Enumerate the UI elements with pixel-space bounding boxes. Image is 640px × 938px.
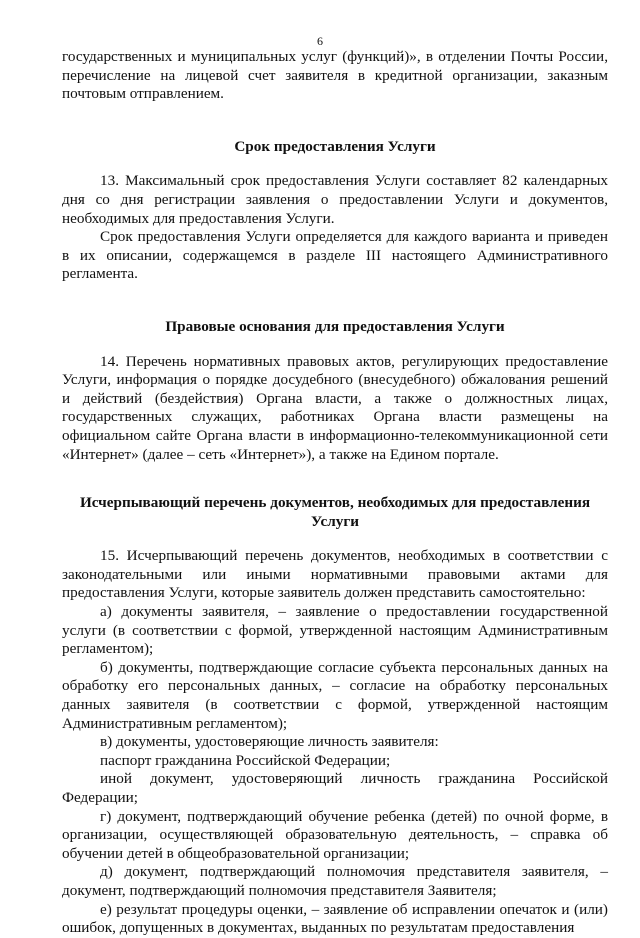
list-item-a: а) документы заявителя, – заявление о предоставлении государственной услуги (в соответствии с формой, утвержденной настоящим Административным регламентом); bbox=[62, 603, 608, 658]
list-item-d: д) документ, подтверждающий полномочия представителя заявителя, – документ, подтверждающий полномочия представителя Заявителя; bbox=[62, 863, 608, 899]
list-item-e: е) результат процедуры оценки, – заявление об исправлении опечаток и (или) ошибок, допущенных в документах, выданных по результатам предоставления bbox=[62, 900, 608, 937]
page-number: 6 bbox=[317, 34, 323, 48]
section-heading-documents: Исчерпывающий перечень документов, необходимых для предоставления Услуги bbox=[79, 494, 591, 530]
section-heading-legal-basis: Правовые основания для предоставления Услуги bbox=[165, 317, 505, 335]
paragraph-15: 15. Исчерпывающий перечень документов, необходимых в соответствии с законодательными или иными нормативными правовыми актами для предоставления Услуги, которые заявитель должен представить самостоятельно: bbox=[62, 547, 608, 602]
list-item-v-passport: паспорт гражданина Российской Федерации; bbox=[100, 751, 391, 769]
paragraph-13-term-variants: Срок предоставления Услуги определяется для каждого варианта и приведен в их описании, содержащемся в разделе III настоящего Административного регламента. bbox=[62, 228, 608, 283]
paragraph-continuation: государственных и муниципальных услуг (функций)», в отделении Почты России, перечисление на лицевой счет заявителя в кредитной организации, заказным почтовым отправлением. bbox=[62, 48, 608, 103]
paragraph-13: 13. Максимальный срок предоставления Услуги составляет 82 календарных дня со дня регистрации заявления о предоставлении Услуги и документов, необходимых для предоставления Услуги. bbox=[62, 172, 608, 227]
paragraph-14: 14. Перечень нормативных правовых актов, регулирующих предоставление Услуги, информация о порядке досудебного (внесудебного) обжалования решений и действий (бездействия) Органа власти, а также о должностных лицах, государственных служащих, работниках Органа власти размещены на официальном сайте Органа власти в информационно-телекоммуникационной сети «Интернет» (далее – сеть «Интернет»), а также на Едином портале. bbox=[62, 352, 608, 463]
list-item-g: г) документ, подтверждающий обучение ребенка (детей) по очной форме, в организации, осуществляющей образовательную деятельность, – справка об обучении детей в общеобразовательной организации; bbox=[62, 807, 608, 862]
list-item-v-other-id: иной документ, удостоверяющий личность гражданина Российской Федерации; bbox=[62, 770, 608, 806]
section-heading-term: Срок предоставления Услуги bbox=[234, 137, 436, 155]
list-item-v: в) документы, удостоверяющие личность заявителя: bbox=[100, 733, 439, 751]
list-item-b: б) документы, подтверждающие согласие субъекта персональных данных на обработку его персональных данных, – согласие на обработку персональных данных заявителя (в соответствии с формой, утвержденной настоящим Административным регламентом); bbox=[62, 658, 608, 732]
page-content bbox=[62, 48, 608, 938]
